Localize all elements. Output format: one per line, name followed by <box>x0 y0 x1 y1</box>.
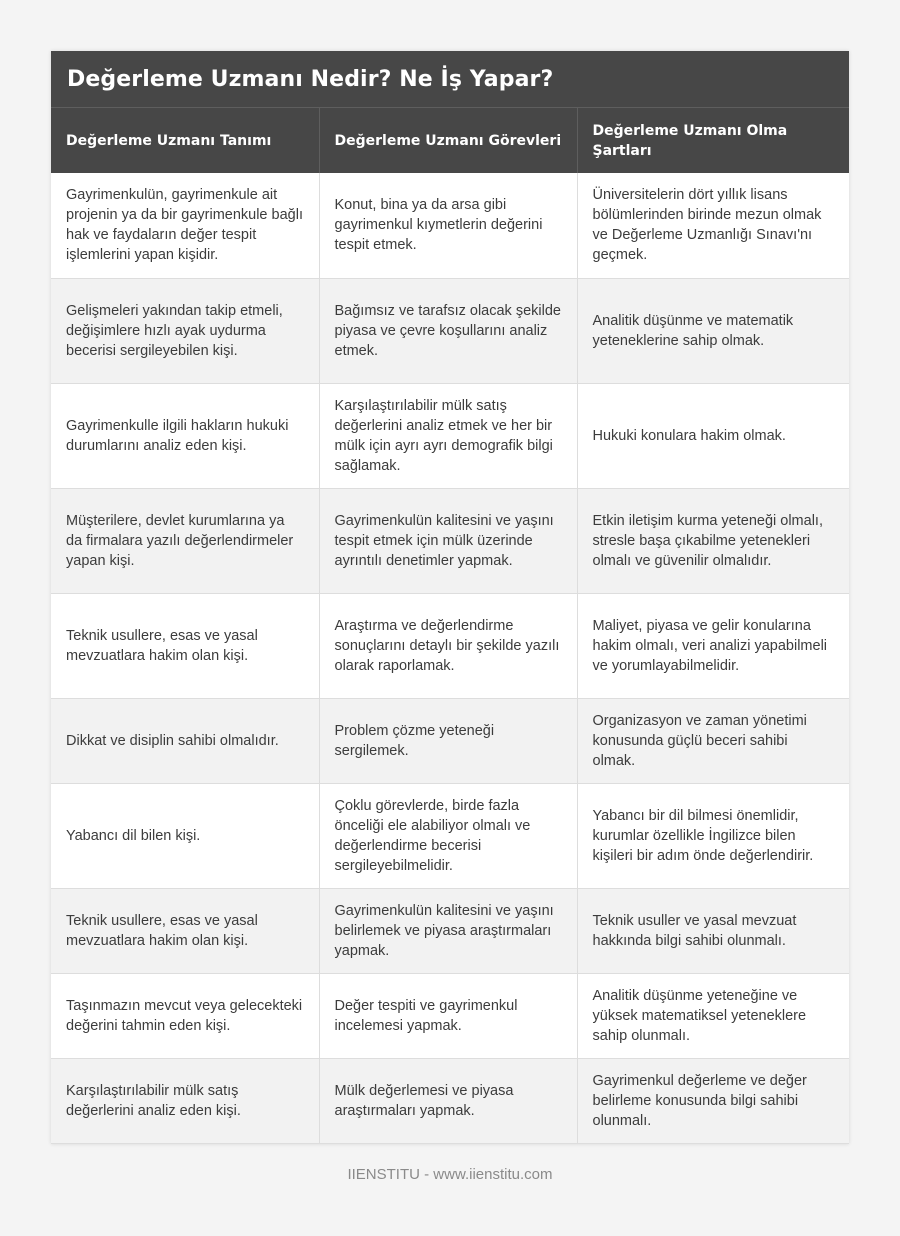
table-cell: Karşılaştırılabilir mülk satış değerlerini analiz eden kişi. <box>51 1058 319 1143</box>
footer-credit: IIENSTITU - www.iienstitu.com <box>347 1166 553 1183</box>
table-cell: Yabancı bir dil bilmesi önemlidir, kurumlar özellikle İngilizce bilen kişileri bir adım önde değerlendirir. <box>577 783 849 888</box>
table-cell: Konut, bina ya da arsa gibi gayrimenkul kıymetlerin değerini tespit etmek. <box>319 173 577 278</box>
table-cell: Müşterilere, devlet kurumlarına ya da firmalara yazılı değerlendirmeler yapan kişi. <box>51 488 319 593</box>
table-header-row <box>51 108 849 173</box>
table-cell: Mülk değerlemesi ve piyasa araştırmaları yapmak. <box>319 1058 577 1143</box>
table-row <box>51 783 849 888</box>
page-title: Değerleme Uzmanı Nedir? Ne İş Yapar? <box>67 66 554 92</box>
table-cell: Gayrimenkulün, gayrimenkule ait projenin ya da bir gayrimenkule bağlı hak ve faydaların değer tespit işlemlerini yapan kişidir. <box>51 173 319 278</box>
table-row <box>51 973 849 1058</box>
table-cell: Teknik usullere, esas ve yasal mevzuatlara hakim olan kişi. <box>51 888 319 973</box>
table-row <box>51 173 849 278</box>
table-row <box>51 888 849 973</box>
table-cell: Yabancı dil bilen kişi. <box>51 783 319 888</box>
table-row <box>51 593 849 698</box>
table-cell: Araştırma ve değerlendirme sonuçlarını detaylı bir şekilde yazılı olarak raporlamak. <box>319 593 577 698</box>
table-row <box>51 698 849 783</box>
table-row <box>51 488 849 593</box>
column-header-requirements: Değerleme Uzmanı Olma Şartları <box>577 108 849 173</box>
table-cell: Hukuki konulara hakim olmak. <box>577 383 849 488</box>
table-cell: Karşılaştırılabilir mülk satış değerlerini analiz etmek ve her bir mülk için ayrı ayrı demografik bilgi sağlamak. <box>319 383 577 488</box>
table-cell: Bağımsız ve tarafsız olacak şekilde piyasa ve çevre koşullarını analiz etmek. <box>319 278 577 383</box>
table-cell: Teknik usullere, esas ve yasal mevzuatlara hakim olan kişi. <box>51 593 319 698</box>
table-cell: Analitik düşünme ve matematik yeteneklerine sahip olmak. <box>577 278 849 383</box>
table-cell: Maliyet, piyasa ve gelir konularına hakim olmalı, veri analizi yapabilmeli ve yorumlayabilmelidir. <box>577 593 849 698</box>
table-row <box>51 1058 849 1143</box>
table-cell: Taşınmazın mevcut veya gelecekteki değerini tahmin eden kişi. <box>51 973 319 1058</box>
table-cell: Etkin iletişim kurma yeteneği olmalı, stresle başa çıkabilme yetenekleri olmalı ve güvenilir olmalıdır. <box>577 488 849 593</box>
table-cell: Değer tespiti ve gayrimenkul incelemesi yapmak. <box>319 973 577 1058</box>
table-cell: Gelişmeleri yakından takip etmeli, değişimlere hızlı ayak uydurma becerisi sergileyebilen kişi. <box>51 278 319 383</box>
title-bar <box>51 51 849 108</box>
content-card <box>51 51 849 1144</box>
table-cell: Dikkat ve disiplin sahibi olmalıdır. <box>51 698 319 783</box>
table-cell: Organizasyon ve zaman yönetimi konusunda güçlü beceri sahibi olmak. <box>577 698 849 783</box>
table-cell: Teknik usuller ve yasal mevzuat hakkında bilgi sahibi olunmalı. <box>577 888 849 973</box>
table-cell: Üniversitelerin dört yıllık lisans bölümlerinden birinde mezun olmak ve Değerleme Uzmanlığı Sınavı'nı geçmek. <box>577 173 849 278</box>
table-row <box>51 383 849 488</box>
table-cell: Gayrimenkulün kalitesini ve yaşını belirlemek ve piyasa araştırmaları yapmak. <box>319 888 577 973</box>
column-header-definition: Değerleme Uzmanı Tanımı <box>51 108 319 173</box>
table-cell: Analitik düşünme yeteneğine ve yüksek matematiksel yeteneklere sahip olunmalı. <box>577 973 849 1058</box>
table-cell: Gayrimenkulle ilgili hakların hukuki durumlarını analiz eden kişi. <box>51 383 319 488</box>
table-cell: Çoklu görevlerde, birde fazla önceliği ele alabiliyor olmalı ve değerlendirme becerisi sergileyebilmelidir. <box>319 783 577 888</box>
info-table <box>51 108 849 1144</box>
table-cell: Gayrimenkul değerleme ve değer belirleme konusunda bilgi sahibi olunmalı. <box>577 1058 849 1143</box>
table-cell: Problem çözme yeteneği sergilemek. <box>319 698 577 783</box>
column-header-duties: Değerleme Uzmanı Görevleri <box>319 108 577 173</box>
table-cell: Gayrimenkulün kalitesini ve yaşını tespit etmek için mülk üzerinde ayrıntılı denetimler yapmak. <box>319 488 577 593</box>
table-row <box>51 278 849 383</box>
